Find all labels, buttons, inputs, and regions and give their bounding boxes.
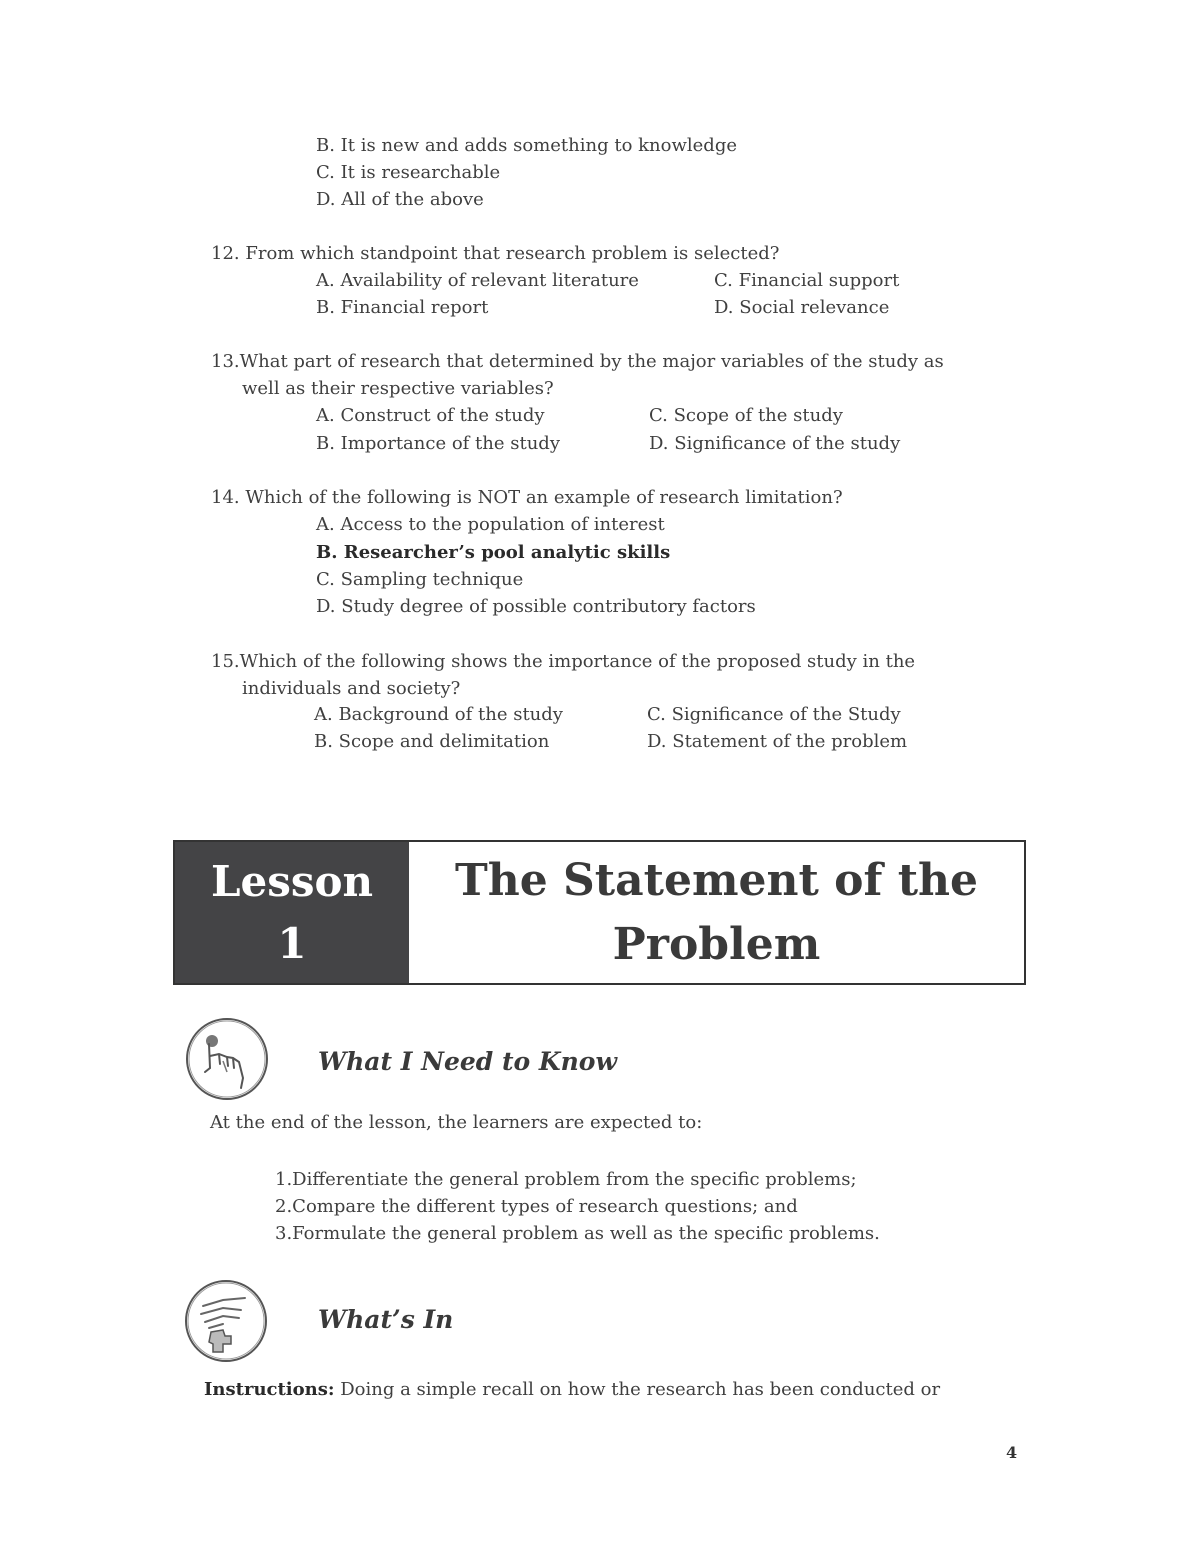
lesson-number-block [175, 842, 409, 983]
instructions-label: Instructions: [204, 1379, 335, 1400]
q12-option-a: A. Availability of relevant literature [316, 270, 639, 291]
instructions-text: Doing a simple recall on how the research has been conducted or [334, 1379, 941, 1400]
what-i-need-to-know-title: What I Need to Know [318, 1047, 617, 1076]
hand-puzzle-icon [183, 1278, 269, 1368]
hand-pointer-icon [183, 1016, 271, 1106]
q12-stem: 12. From which standpoint that research problem is selected? [211, 243, 780, 264]
q12-option-c: C. Financial support [714, 270, 900, 291]
q13-stem-line1: 13.What part of research that determined by the major variables of the study as [211, 351, 944, 372]
q11-option-c: C. It is researchable [316, 162, 501, 183]
q13-option-a: A. Construct of the study [316, 405, 545, 426]
lesson-banner [173, 840, 1026, 985]
lesson-title-line2: Problem [612, 918, 821, 970]
q13-option-c: C. Scope of the study [649, 405, 843, 426]
learning-intro: At the end of the lesson, the learners are expected to: [210, 1112, 703, 1133]
q13-stem-line2: well as their respective variables? [242, 378, 554, 399]
q13-option-b: B. Importance of the study [316, 433, 561, 454]
q11-option-b: B. It is new and adds something to knowledge [316, 135, 737, 156]
q15-stem-line2: individuals and society? [242, 678, 461, 699]
q14-option-d: D. Study degree of possible contributory factors [316, 596, 756, 617]
q14-stem: 14. Which of the following is NOT an example of research limitation? [211, 487, 843, 508]
q15-option-c: C. Significance of the Study [647, 704, 901, 725]
lesson-number: 1 [277, 918, 307, 968]
q15-option-d: D. Statement of the problem [647, 731, 908, 752]
q14-option-a: A. Access to the population of interest [316, 514, 665, 535]
q15-stem-line1: 15.Which of the following shows the importance of the proposed study in the [211, 651, 916, 672]
whats-in-title: What’s In [318, 1305, 454, 1334]
lesson-title-block [409, 842, 1024, 983]
lesson-word: Lesson [210, 856, 374, 906]
objective-item: 3.Formulate the general problem as well as the specific problems. [275, 1223, 880, 1244]
q12-option-d: D. Social relevance [714, 297, 890, 318]
q14-option-c: C. Sampling technique [316, 569, 524, 590]
q12-option-b: B. Financial report [316, 297, 489, 318]
q15-option-b: B. Scope and delimitation [314, 731, 550, 752]
q13-option-d: D. Significance of the study [649, 433, 901, 454]
q15-option-a: A. Background of the study [314, 704, 563, 725]
q14-option-b-answer: B. Researcher’s pool analytic skills [316, 542, 671, 563]
page-number: 4 [1006, 1443, 1018, 1462]
objective-item: 1.Differentiate the general problem from the specific problems; [275, 1169, 857, 1190]
lesson-title-line1: The Statement of the [454, 854, 979, 906]
instructions-line [204, 1378, 940, 1402]
q11-option-d: D. All of the above [316, 189, 484, 210]
objective-item: 2.Compare the different types of research questions; and [275, 1196, 798, 1217]
